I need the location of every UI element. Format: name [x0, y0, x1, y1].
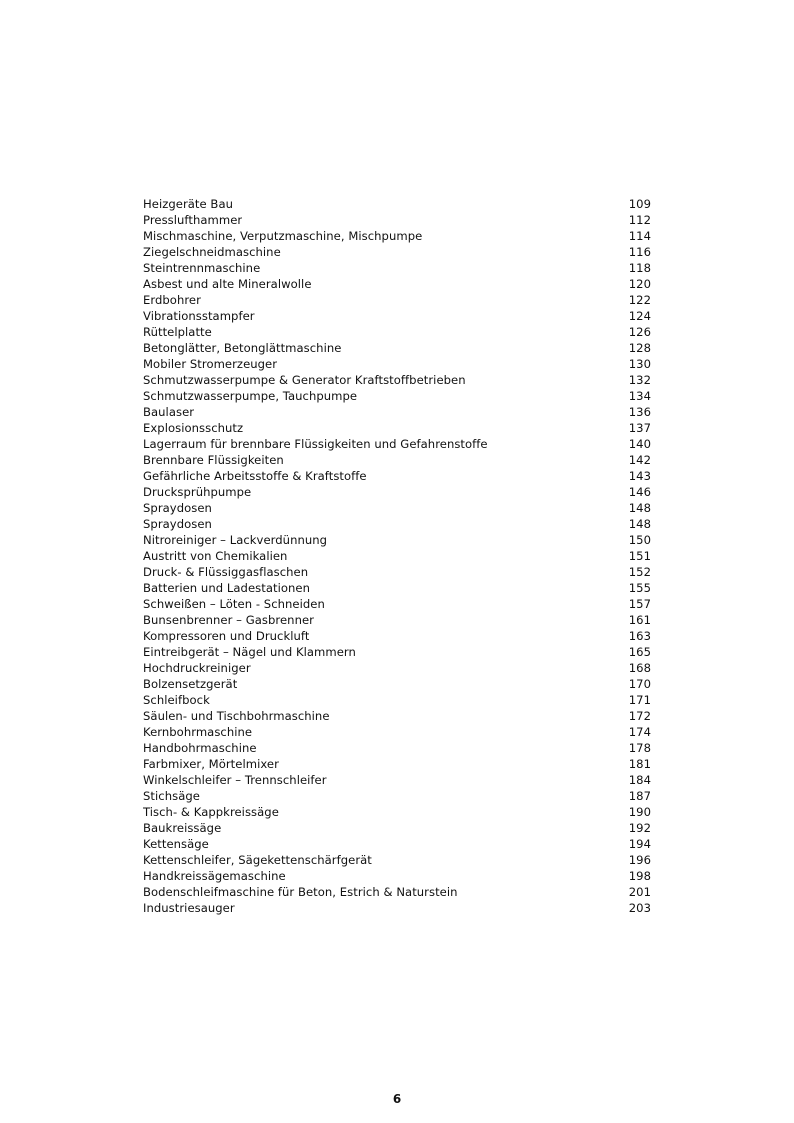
toc-entry-title: Druck- & Flüssiggasflaschen	[143, 565, 309, 579]
toc-entry-page: 137	[628, 421, 651, 435]
toc-entry	[143, 388, 651, 404]
toc-entry-title: Schmutzwasserpumpe & Generator Kraftstoffbetrieben	[143, 373, 466, 387]
toc-entry-title: Industriesauger	[143, 901, 235, 915]
toc-entry-title: Spraydosen	[143, 517, 212, 531]
page-number: 6	[392, 1092, 402, 1106]
toc-entry-page: 136	[628, 405, 651, 419]
toc-entry-page: 130	[628, 357, 651, 371]
toc-entry-title: Handkreissägemaschine	[143, 869, 286, 883]
toc-entry-title: Drucksprühpumpe	[143, 485, 252, 499]
toc-entry	[143, 404, 651, 420]
toc-entry-title: Mobiler Stromerzeuger	[143, 357, 278, 371]
toc-entry-title: Schleifbock	[143, 693, 210, 707]
toc-entry-title: Kompressoren und Druckluft	[143, 629, 310, 643]
toc-entry-title: Stichsäge	[143, 789, 200, 803]
toc-entry-page: 174	[628, 725, 651, 739]
toc-entry-title: Ziegelschneidmaschine	[143, 245, 281, 259]
toc-entry-page: 178	[628, 741, 651, 755]
toc-entry	[143, 820, 651, 836]
toc-entry-page: 165	[628, 645, 651, 659]
toc-entry-page: 192	[628, 821, 651, 835]
toc-entry-title: Betonglätter, Betonglättmaschine	[143, 341, 342, 355]
toc-entry	[143, 676, 651, 692]
toc-entry	[143, 292, 651, 308]
toc-entry-page: 170	[628, 677, 651, 691]
toc-entry	[143, 308, 651, 324]
toc-entry-page: 184	[628, 773, 651, 787]
toc-entry-page: 150	[628, 533, 651, 547]
toc-entry	[143, 548, 651, 564]
toc-entry	[143, 724, 651, 740]
toc-entry-title: Säulen- und Tischbohrmaschine	[143, 709, 330, 723]
toc-entry	[143, 212, 651, 228]
toc-entry	[143, 596, 651, 612]
toc-entry-page: 140	[628, 437, 651, 451]
toc-entry-title: Gefährliche Arbeitsstoffe & Kraftstoffe	[143, 469, 367, 483]
toc-entry-title: Schweißen – Löten - Schneiden	[143, 597, 325, 611]
toc-entry-page: 157	[628, 597, 651, 611]
toc-entry	[143, 564, 651, 580]
toc-entry	[143, 420, 651, 436]
toc-entry-page: 161	[628, 613, 651, 627]
toc-entry-title: Kernbohrmaschine	[143, 725, 253, 739]
toc-entry-page: 194	[628, 837, 651, 851]
toc-entry-title: Eintreibgerät – Nägel und Klammern	[143, 645, 356, 659]
toc-entry-page: 155	[628, 581, 651, 595]
toc-entry-page: 126	[628, 325, 651, 339]
toc-entry	[143, 324, 651, 340]
toc-entry-title: Spraydosen	[143, 501, 212, 515]
toc-entry-page: 132	[628, 373, 651, 387]
toc-entry-page: 203	[628, 901, 651, 915]
toc-entry	[143, 612, 651, 628]
toc-entry-title: Kettenschleifer, Sägekettenschärfgerät	[143, 853, 372, 867]
toc-entry	[143, 356, 651, 372]
toc-entry-page: 168	[628, 661, 651, 675]
toc-entry-page: 190	[628, 805, 651, 819]
toc-entry-page: 196	[628, 853, 651, 867]
toc-entry-title: Lagerraum für brennbare Flüssigkeiten und Gefahrenstoffe	[143, 437, 488, 451]
toc-entry-page: 120	[628, 277, 651, 291]
toc-entry	[143, 772, 651, 788]
toc-entry-title: Winkelschleifer – Trennschleifer	[143, 773, 327, 787]
toc-entry	[143, 884, 651, 900]
toc-entry-title: Presslufthammer	[143, 213, 243, 227]
toc-entry	[143, 900, 651, 916]
toc-entry	[143, 532, 651, 548]
toc-entry-title: Brennbare Flüssigkeiten	[143, 453, 284, 467]
toc-entry	[143, 452, 651, 468]
toc-entry-title: Asbest und alte Mineralwolle	[143, 277, 312, 291]
toc-entry-title: Baulaser	[143, 405, 195, 419]
toc-entry	[143, 436, 651, 452]
toc-entry	[143, 580, 651, 596]
toc-entry	[143, 836, 651, 852]
toc-entry-title: Heizgeräte Bau	[143, 197, 233, 211]
toc-entry	[143, 244, 651, 260]
toc-entry-title: Schmutzwasserpumpe, Tauchpumpe	[143, 389, 358, 403]
toc-entry-page: 148	[628, 501, 651, 515]
toc-entry-title: Erdbohrer	[143, 293, 201, 307]
toc-entry-title: Kettensäge	[143, 837, 209, 851]
toc-entry-page: 143	[628, 469, 651, 483]
toc-entry-page: 128	[628, 341, 651, 355]
toc-entry-page: 181	[628, 757, 651, 771]
toc-entry	[143, 260, 651, 276]
toc-entry	[143, 868, 651, 884]
toc-entry-title: Austritt von Chemikalien	[143, 549, 288, 563]
toc-entry-page: 116	[628, 245, 651, 259]
toc-entry-page: 142	[628, 453, 651, 467]
toc-entry-title: Baukreissäge	[143, 821, 222, 835]
toc-entry	[143, 708, 651, 724]
toc-entry-title: Bodenschleifmaschine für Beton, Estrich & Naturstein	[143, 885, 458, 899]
toc-entry-title: Mischmaschine, Verputzmaschine, Mischpumpe	[143, 229, 423, 243]
toc-entry-title: Farbmixer, Mörtelmixer	[143, 757, 279, 771]
toc-entry	[143, 228, 651, 244]
toc-entry	[143, 628, 651, 644]
toc-entry-page: 146	[628, 485, 651, 499]
toc-entry	[143, 692, 651, 708]
toc-entry-title: Bunsenbrenner – Gasbrenner	[143, 613, 314, 627]
toc-entry-page: 148	[628, 517, 651, 531]
toc-entry-page: 114	[628, 229, 651, 243]
toc-entry	[143, 468, 651, 484]
toc-entry-title: Nitroreiniger – Lackverdünnung	[143, 533, 328, 547]
toc-entry-page: 198	[628, 869, 651, 883]
toc-entry-page: 172	[628, 709, 651, 723]
toc-entry-page: 109	[628, 197, 651, 211]
toc-entry	[143, 500, 651, 516]
toc-entry	[143, 756, 651, 772]
toc-entry-title: Bolzensetzgerät	[143, 677, 238, 691]
toc-entry-page: 112	[628, 213, 651, 227]
toc-entry	[143, 516, 651, 532]
toc-entry-page: 122	[628, 293, 651, 307]
toc-entry-page: 152	[628, 565, 651, 579]
toc-entry	[143, 196, 651, 212]
toc-entry-page: 151	[628, 549, 651, 563]
toc-entry	[143, 740, 651, 756]
toc-entry-page: 201	[628, 885, 651, 899]
toc-entry-title: Vibrationsstampfer	[143, 309, 255, 323]
toc-entry-title: Steintrennmaschine	[143, 261, 261, 275]
toc-entry-title: Tisch- & Kappkreissäge	[143, 805, 279, 819]
toc-entry-title: Explosionsschutz	[143, 421, 244, 435]
toc-entry-page: 187	[628, 789, 651, 803]
toc-entry-title: Hochdruckreiniger	[143, 661, 251, 675]
toc-entry-page: 163	[628, 629, 651, 643]
toc-entry	[143, 660, 651, 676]
table-of-contents	[143, 196, 651, 916]
toc-entry	[143, 372, 651, 388]
toc-entry-page: 134	[628, 389, 651, 403]
toc-entry	[143, 340, 651, 356]
toc-entry	[143, 644, 651, 660]
toc-entry	[143, 484, 651, 500]
toc-entry	[143, 804, 651, 820]
toc-entry-page: 171	[628, 693, 651, 707]
toc-entry-title: Rüttelplatte	[143, 325, 212, 339]
toc-entry	[143, 276, 651, 292]
toc-entry	[143, 788, 651, 804]
toc-entry-page: 118	[628, 261, 651, 275]
toc-entry	[143, 852, 651, 868]
toc-entry-title: Batterien und Ladestationen	[143, 581, 310, 595]
toc-entry-title: Handbohrmaschine	[143, 741, 257, 755]
toc-entry-page: 124	[628, 309, 651, 323]
